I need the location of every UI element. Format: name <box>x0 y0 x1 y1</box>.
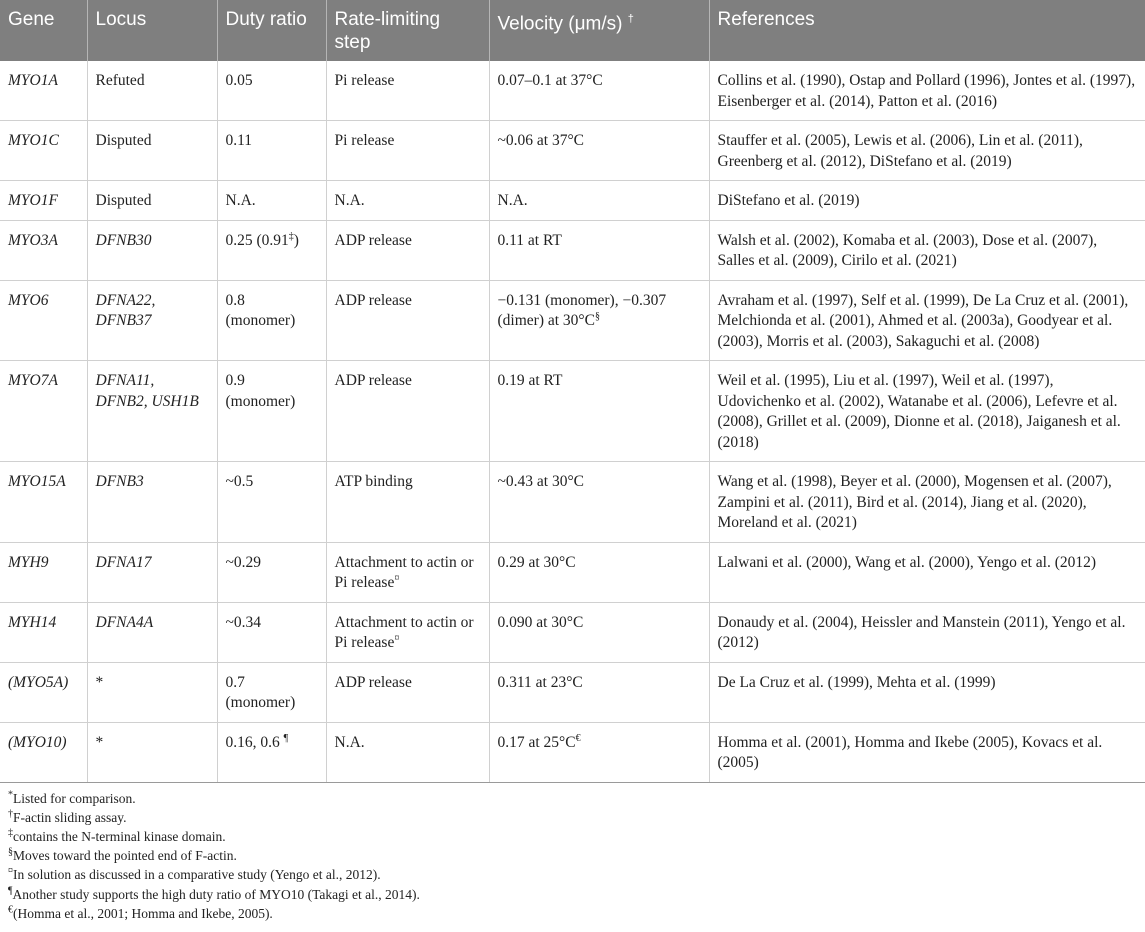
cell-velocity <box>489 220 709 280</box>
gene-name: (MYO10) <box>8 733 67 751</box>
duty-ratio-mark: ¶ <box>283 732 289 744</box>
locus-value: Disputed <box>95 192 152 209</box>
header-rate-limiting-step: Rate-limiting step <box>326 0 489 61</box>
references-value: Wang et al. (1998), Beyer et al. (2000), Mogensen et al. (2007), Zampini et al. (2011), Bird et al. (2014), Jiang et al. (2020), Moreland et al. (2021) <box>717 473 1112 531</box>
cell-duty-ratio <box>217 462 326 543</box>
duty-ratio-value: 0.7 (monomer) <box>225 673 296 711</box>
cell-locus <box>87 462 217 543</box>
cell-references <box>709 361 1145 462</box>
footnote-text: F-actin sliding assay. <box>13 809 127 825</box>
footnote-text: contains the N-terminal kinase domain. <box>13 828 226 844</box>
rate-limiting-step-mark: ¤ <box>394 572 400 584</box>
footnote <box>8 846 1137 865</box>
cell-gene <box>0 542 87 602</box>
footnote-mark: € <box>8 904 13 916</box>
duty-ratio-value: ~0.34 <box>225 613 262 631</box>
footnote-text: (Homma et al., 2001; Homma and Ikebe, 2005). <box>13 905 273 921</box>
duty-ratio-value: 0.8 (monomer) <box>225 291 296 329</box>
velocity-value: 0.29 at 30°C <box>497 553 576 571</box>
locus-value: DFNA22, DFNB37 <box>95 291 156 329</box>
header-locus: Locus <box>87 0 217 61</box>
locus-value: DFNA4A <box>95 613 154 631</box>
locus-value: DFNB3 <box>95 473 144 490</box>
header-row <box>0 0 1145 61</box>
duty-ratio-value: ~0.5 <box>225 473 254 490</box>
cell-duty-ratio <box>217 662 326 722</box>
header-velocity-label: Velocity (μm/s) <box>497 13 623 35</box>
footnote <box>8 865 1137 884</box>
cell-velocity <box>489 542 709 602</box>
gene-name: (MYO5A) <box>8 673 69 691</box>
footnote-mark: † <box>8 808 13 820</box>
table-row <box>0 462 1145 543</box>
velocity-value: ~0.43 at 30°C <box>497 473 584 490</box>
references-value: Avraham et al. (1997), Self et al. (1999), De La Cruz et al. (2001), Melchionda et al. (2001), Ahmed et al. (2003a), Goodyear et al. (2003), Morris et al. (2003), Sakaguchi et al. (2008) <box>717 291 1129 350</box>
rate-limiting-step-value: Attachment to actin or Pi release <box>334 553 474 591</box>
rate-limiting-step-value: ADP release <box>334 291 412 309</box>
velocity-value: 0.17 at 25°C <box>497 733 576 751</box>
footnote <box>8 885 1137 904</box>
cell-gene <box>0 722 87 782</box>
references-value: Stauffer et al. (2005), Lewis et al. (2006), Lin et al. (2011), Greenberg et al. (2012), DiStefano et al. (2019) <box>717 132 1083 170</box>
references-value: Homma et al. (2001), Homma and Ikebe (2005), Kovacs et al. (2005) <box>717 733 1103 771</box>
footnote-text: Listed for comparison. <box>13 790 136 806</box>
cell-duty-ratio <box>217 121 326 181</box>
locus-value: Refuted <box>95 72 145 89</box>
velocity-value: N.A. <box>497 192 528 209</box>
cell-rate-limiting-step <box>326 462 489 543</box>
references-value: DiStefano et al. (2019) <box>717 192 860 209</box>
gene-name: MYH9 <box>8 553 49 571</box>
cell-gene <box>0 61 87 121</box>
rate-limiting-step-value: ADP release <box>334 372 412 389</box>
table-row <box>0 542 1145 602</box>
cell-locus <box>87 61 217 121</box>
cell-locus <box>87 361 217 462</box>
cell-references <box>709 542 1145 602</box>
velocity-value: 0.11 at RT <box>497 231 562 249</box>
cell-rate-limiting-step <box>326 280 489 361</box>
cell-locus <box>87 602 217 662</box>
gene-name: MYO3A <box>8 231 58 249</box>
cell-velocity <box>489 361 709 462</box>
rate-limiting-step-value: ADP release <box>334 231 412 249</box>
cell-gene <box>0 361 87 462</box>
cell-velocity <box>489 602 709 662</box>
cell-locus <box>87 181 217 221</box>
duty-ratio-mark: ‡ <box>288 230 294 242</box>
table-row <box>0 280 1145 361</box>
cell-references <box>709 602 1145 662</box>
header-duty-ratio: Duty ratio <box>217 0 326 61</box>
duty-ratio-value: N.A. <box>225 192 256 209</box>
gene-name: MYO1C <box>8 132 59 149</box>
cell-references <box>709 220 1145 280</box>
cell-velocity <box>489 722 709 782</box>
header-velocity <box>489 0 709 61</box>
locus-value: DFNB30 <box>95 231 152 249</box>
velocity-value: 0.07–0.1 at 37°C <box>497 72 603 89</box>
footnote <box>8 904 1137 923</box>
references-value: De La Cruz et al. (1999), Mehta et al. (1999) <box>717 673 996 691</box>
table-row <box>0 662 1145 722</box>
duty-ratio-value: 0.9 (monomer) <box>225 372 296 410</box>
header-gene: Gene <box>0 0 87 61</box>
cell-references <box>709 181 1145 221</box>
cell-duty-ratio <box>217 181 326 221</box>
rate-limiting-step-value: Attachment to actin or Pi release <box>334 613 474 651</box>
cell-references <box>709 722 1145 782</box>
footnote-text: In solution as discussed in a comparative study (Yengo et al., 2012). <box>13 867 381 883</box>
cell-locus <box>87 542 217 602</box>
cell-duty-ratio <box>217 361 326 462</box>
rate-limiting-step-value: Pi release <box>334 132 395 149</box>
cell-gene <box>0 181 87 221</box>
duty-ratio-value: ~0.29 <box>225 553 262 571</box>
table-row <box>0 722 1145 782</box>
header-velocity-mark: † <box>627 13 634 25</box>
cell-rate-limiting-step <box>326 220 489 280</box>
references-value: Walsh et al. (2002), Komaba et al. (2003), Dose et al. (2007), Salles et al. (2009), Cirilo et al. (2021) <box>717 231 1098 269</box>
rate-limiting-step-value: N.A. <box>334 733 365 751</box>
cell-duty-ratio <box>217 280 326 361</box>
footnote-text: Another study supports the high duty ratio of MYO10 (Takagi et al., 2014). <box>12 886 420 902</box>
footnote-mark: ¤ <box>8 865 13 877</box>
table-row <box>0 361 1145 462</box>
cell-duty-ratio <box>217 542 326 602</box>
cell-locus <box>87 722 217 782</box>
gene-name: MYO1A <box>8 72 58 89</box>
footnotes <box>0 783 1145 923</box>
cell-duty-ratio <box>217 602 326 662</box>
velocity-mark: € <box>575 732 581 744</box>
cell-gene <box>0 280 87 361</box>
locus-value: Disputed <box>95 132 152 149</box>
cell-rate-limiting-step <box>326 181 489 221</box>
gene-name: MYO6 <box>8 291 49 309</box>
cell-references <box>709 662 1145 722</box>
cell-rate-limiting-step <box>326 722 489 782</box>
rate-limiting-step-value: ATP binding <box>334 473 413 490</box>
cell-rate-limiting-step <box>326 121 489 181</box>
locus-value: * <box>95 733 104 751</box>
cell-rate-limiting-step <box>326 361 489 462</box>
locus-value: * <box>95 673 104 691</box>
velocity-value: 0.311 at 23°C <box>497 673 583 691</box>
cell-rate-limiting-step <box>326 542 489 602</box>
velocity-value: 0.090 at 30°C <box>497 613 584 631</box>
footnote-mark: § <box>8 846 13 858</box>
cell-references <box>709 121 1145 181</box>
footnote-mark: ¶ <box>8 885 13 897</box>
cell-rate-limiting-step <box>326 61 489 121</box>
cell-references <box>709 462 1145 543</box>
gene-name: MYO15A <box>8 473 66 490</box>
references-value: Collins et al. (1990), Ostap and Pollard (1996), Jontes et al. (1997), Eisenberger et al. (2014), Patton et al. (2016) <box>717 72 1136 110</box>
cell-rate-limiting-step <box>326 662 489 722</box>
rate-limiting-step-value: N.A. <box>334 192 365 209</box>
cell-gene <box>0 662 87 722</box>
table-row <box>0 121 1145 181</box>
duty-ratio-value: 0.11 <box>225 132 253 149</box>
locus-value: DFNA17 <box>95 553 152 571</box>
references-value: Lalwani et al. (2000), Wang et al. (2000), Yengo et al. (2012) <box>717 553 1097 571</box>
cell-duty-ratio <box>217 61 326 121</box>
cell-references <box>709 280 1145 361</box>
cell-gene <box>0 462 87 543</box>
cell-velocity <box>489 662 709 722</box>
cell-velocity <box>489 280 709 361</box>
table-row <box>0 181 1145 221</box>
velocity-value: ~0.06 at 37°C <box>497 132 584 149</box>
footnote <box>8 789 1137 808</box>
footnote-mark: * <box>8 789 13 800</box>
references-value: Weil et al. (1995), Liu et al. (1997), Weil et al. (1997), Udovichenko et al. (2002), Watanabe et al. (2006), Lefevre et al. (2008), Grillet et al. (2009), Dionne et al. (2018), Jaiganesh et al. (2018) <box>717 372 1121 451</box>
cell-velocity <box>489 121 709 181</box>
rate-limiting-step-value: ADP release <box>334 673 412 691</box>
cell-locus <box>87 220 217 280</box>
cell-duty-ratio <box>217 722 326 782</box>
table-row <box>0 220 1145 280</box>
duty-ratio-value: 0.05 <box>225 72 253 89</box>
cell-rate-limiting-step <box>326 602 489 662</box>
duty-ratio-end: ) <box>293 231 299 249</box>
gene-name: MYH14 <box>8 613 57 631</box>
footnote <box>8 827 1137 846</box>
cell-locus <box>87 121 217 181</box>
cell-locus <box>87 662 217 722</box>
table-row <box>0 61 1145 121</box>
cell-duty-ratio <box>217 220 326 280</box>
footnote-mark: ‡ <box>8 827 13 839</box>
cell-gene <box>0 220 87 280</box>
velocity-mark: § <box>594 310 600 322</box>
gene-name: MYO1F <box>8 192 58 209</box>
references-value: Donaudy et al. (2004), Heissler and Manstein (2011), Yengo et al. (2012) <box>717 613 1126 651</box>
table-header <box>0 0 1145 61</box>
footnote-text: Moves toward the pointed end of F-actin. <box>13 848 237 864</box>
cell-references <box>709 61 1145 121</box>
locus-value: DFNA11, DFNB2, USH1B <box>95 372 199 410</box>
cell-velocity <box>489 61 709 121</box>
footnote <box>8 808 1137 827</box>
velocity-value: 0.19 at RT <box>497 372 563 389</box>
table-body <box>0 61 1145 782</box>
duty-ratio-value: 0.25 (0.91 <box>225 231 289 249</box>
cell-gene <box>0 602 87 662</box>
header-references: References <box>709 0 1145 61</box>
cell-velocity <box>489 181 709 221</box>
rate-limiting-step-mark: ¤ <box>394 632 400 644</box>
table-row <box>0 602 1145 662</box>
gene-name: MYO7A <box>8 372 58 389</box>
cell-locus <box>87 280 217 361</box>
cell-gene <box>0 121 87 181</box>
rate-limiting-step-value: Pi release <box>334 72 395 89</box>
velocity-value: −0.131 (monomer), −0.307 (dimer) at 30°C <box>497 291 667 329</box>
cell-velocity <box>489 462 709 543</box>
duty-ratio-value: 0.16, 0.6 <box>225 733 284 751</box>
